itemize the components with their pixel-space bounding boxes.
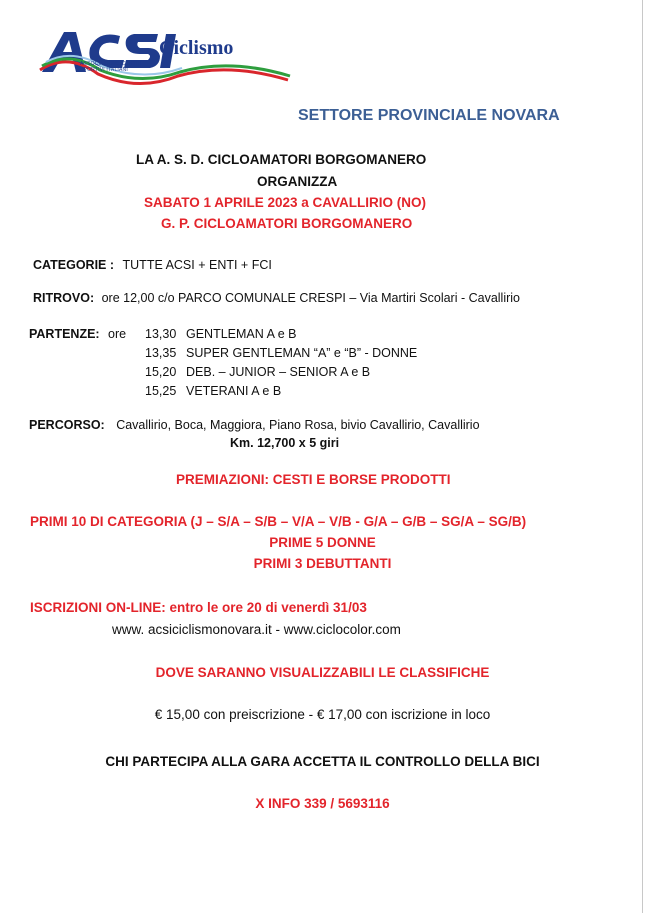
quote-prices: € 15,00 con preiscrizione - € 17,00 con iscrizione in loco bbox=[154, 707, 491, 722]
categorie-label: CATEGORIE : bbox=[33, 258, 115, 272]
ritrovo-value: ore 12,00 c/o PARCO COMUNALE CRESPI – Via Martiri Scolari - Cavallirio bbox=[101, 291, 521, 305]
classifiche-note: DOVE SARANNO VISUALIZZABILI LE CLASSIFICHE bbox=[155, 665, 490, 680]
partenza-time: 13,35 bbox=[145, 346, 177, 360]
ritrovo-label: RITROVO: bbox=[33, 291, 95, 305]
partenze-label: PARTENZE: bbox=[29, 327, 100, 341]
primi-10-categoria: PRIMI 10 DI CATEGORIA (J – S/A – S/B – V/A – V/B - G/A – G/B – SG/A – SG/B) bbox=[30, 514, 527, 529]
race-name: G. P. CICLOAMATORI BORGOMANERO bbox=[161, 216, 413, 231]
premiazioni-title: PREMIAZIONI: CESTI E BORSE PRODOTTI bbox=[176, 472, 451, 487]
percorso-distance: Km. 12,700 x 5 giri bbox=[230, 436, 340, 450]
partenza-time: 15,25 bbox=[145, 384, 177, 398]
iscrizioni-online: ISCRIZIONI ON-LINE: entro le ore 20 di venerdì 31/03 bbox=[30, 600, 367, 615]
primi-3-debuttanti: PRIMI 3 DEBUTTANTI bbox=[253, 556, 392, 571]
bike-check-notice: CHI PARTECIPA ALLA GARA ACCETTA IL CONTROLLO DELLA BICI bbox=[105, 754, 540, 769]
page-edge bbox=[642, 0, 643, 913]
percorso-row bbox=[29, 418, 480, 432]
percorso-value: Cavallirio, Boca, Maggiora, Piano Rosa, bivio Cavallirio, Cavallirio bbox=[116, 418, 480, 432]
partenza-category: GENTLEMAN A e B bbox=[186, 327, 297, 341]
ritrovo-row bbox=[33, 291, 520, 305]
organizza-label: ORGANIZZA bbox=[257, 174, 338, 189]
partenza-category: VETERANI A e B bbox=[186, 384, 282, 398]
iscrizioni-websites[interactable]: www. acsiciclismonovara.it - www.ciclocolor.com bbox=[112, 622, 401, 637]
partenze-ore: ore bbox=[108, 327, 127, 341]
logo-word: Ciclismo bbox=[159, 37, 234, 59]
partenza-category: DEB. – JUNIOR – SENIOR A e B bbox=[186, 365, 371, 379]
sector-title: SETTORE PROVINCIALE NOVARA bbox=[298, 107, 560, 124]
event-date: SABATO 1 APRILE 2023 a CAVALLIRIO (NO) bbox=[144, 195, 427, 210]
info-phone: X INFO 339 / 5693116 bbox=[255, 796, 390, 811]
prime-5-donne: PRIME 5 DONNE bbox=[269, 535, 376, 550]
categorie-row bbox=[33, 258, 272, 272]
partenza-time: 13,30 bbox=[145, 327, 177, 341]
logo-tagline: ASSOCIAZIONE CENTRI SPORTIVI ITALIANI bbox=[80, 61, 142, 73]
categorie-value: TUTTE ACSI + ENTI + FCI bbox=[122, 258, 272, 272]
percorso-label: PERCORSO: bbox=[29, 418, 105, 432]
partenza-time: 15,20 bbox=[145, 365, 177, 379]
partenza-category: SUPER GENTLEMAN “A” e “B” - DONNE bbox=[186, 346, 418, 360]
organizer-line: LA A. S. D. CICLOAMATORI BORGOMANERO bbox=[136, 152, 427, 167]
